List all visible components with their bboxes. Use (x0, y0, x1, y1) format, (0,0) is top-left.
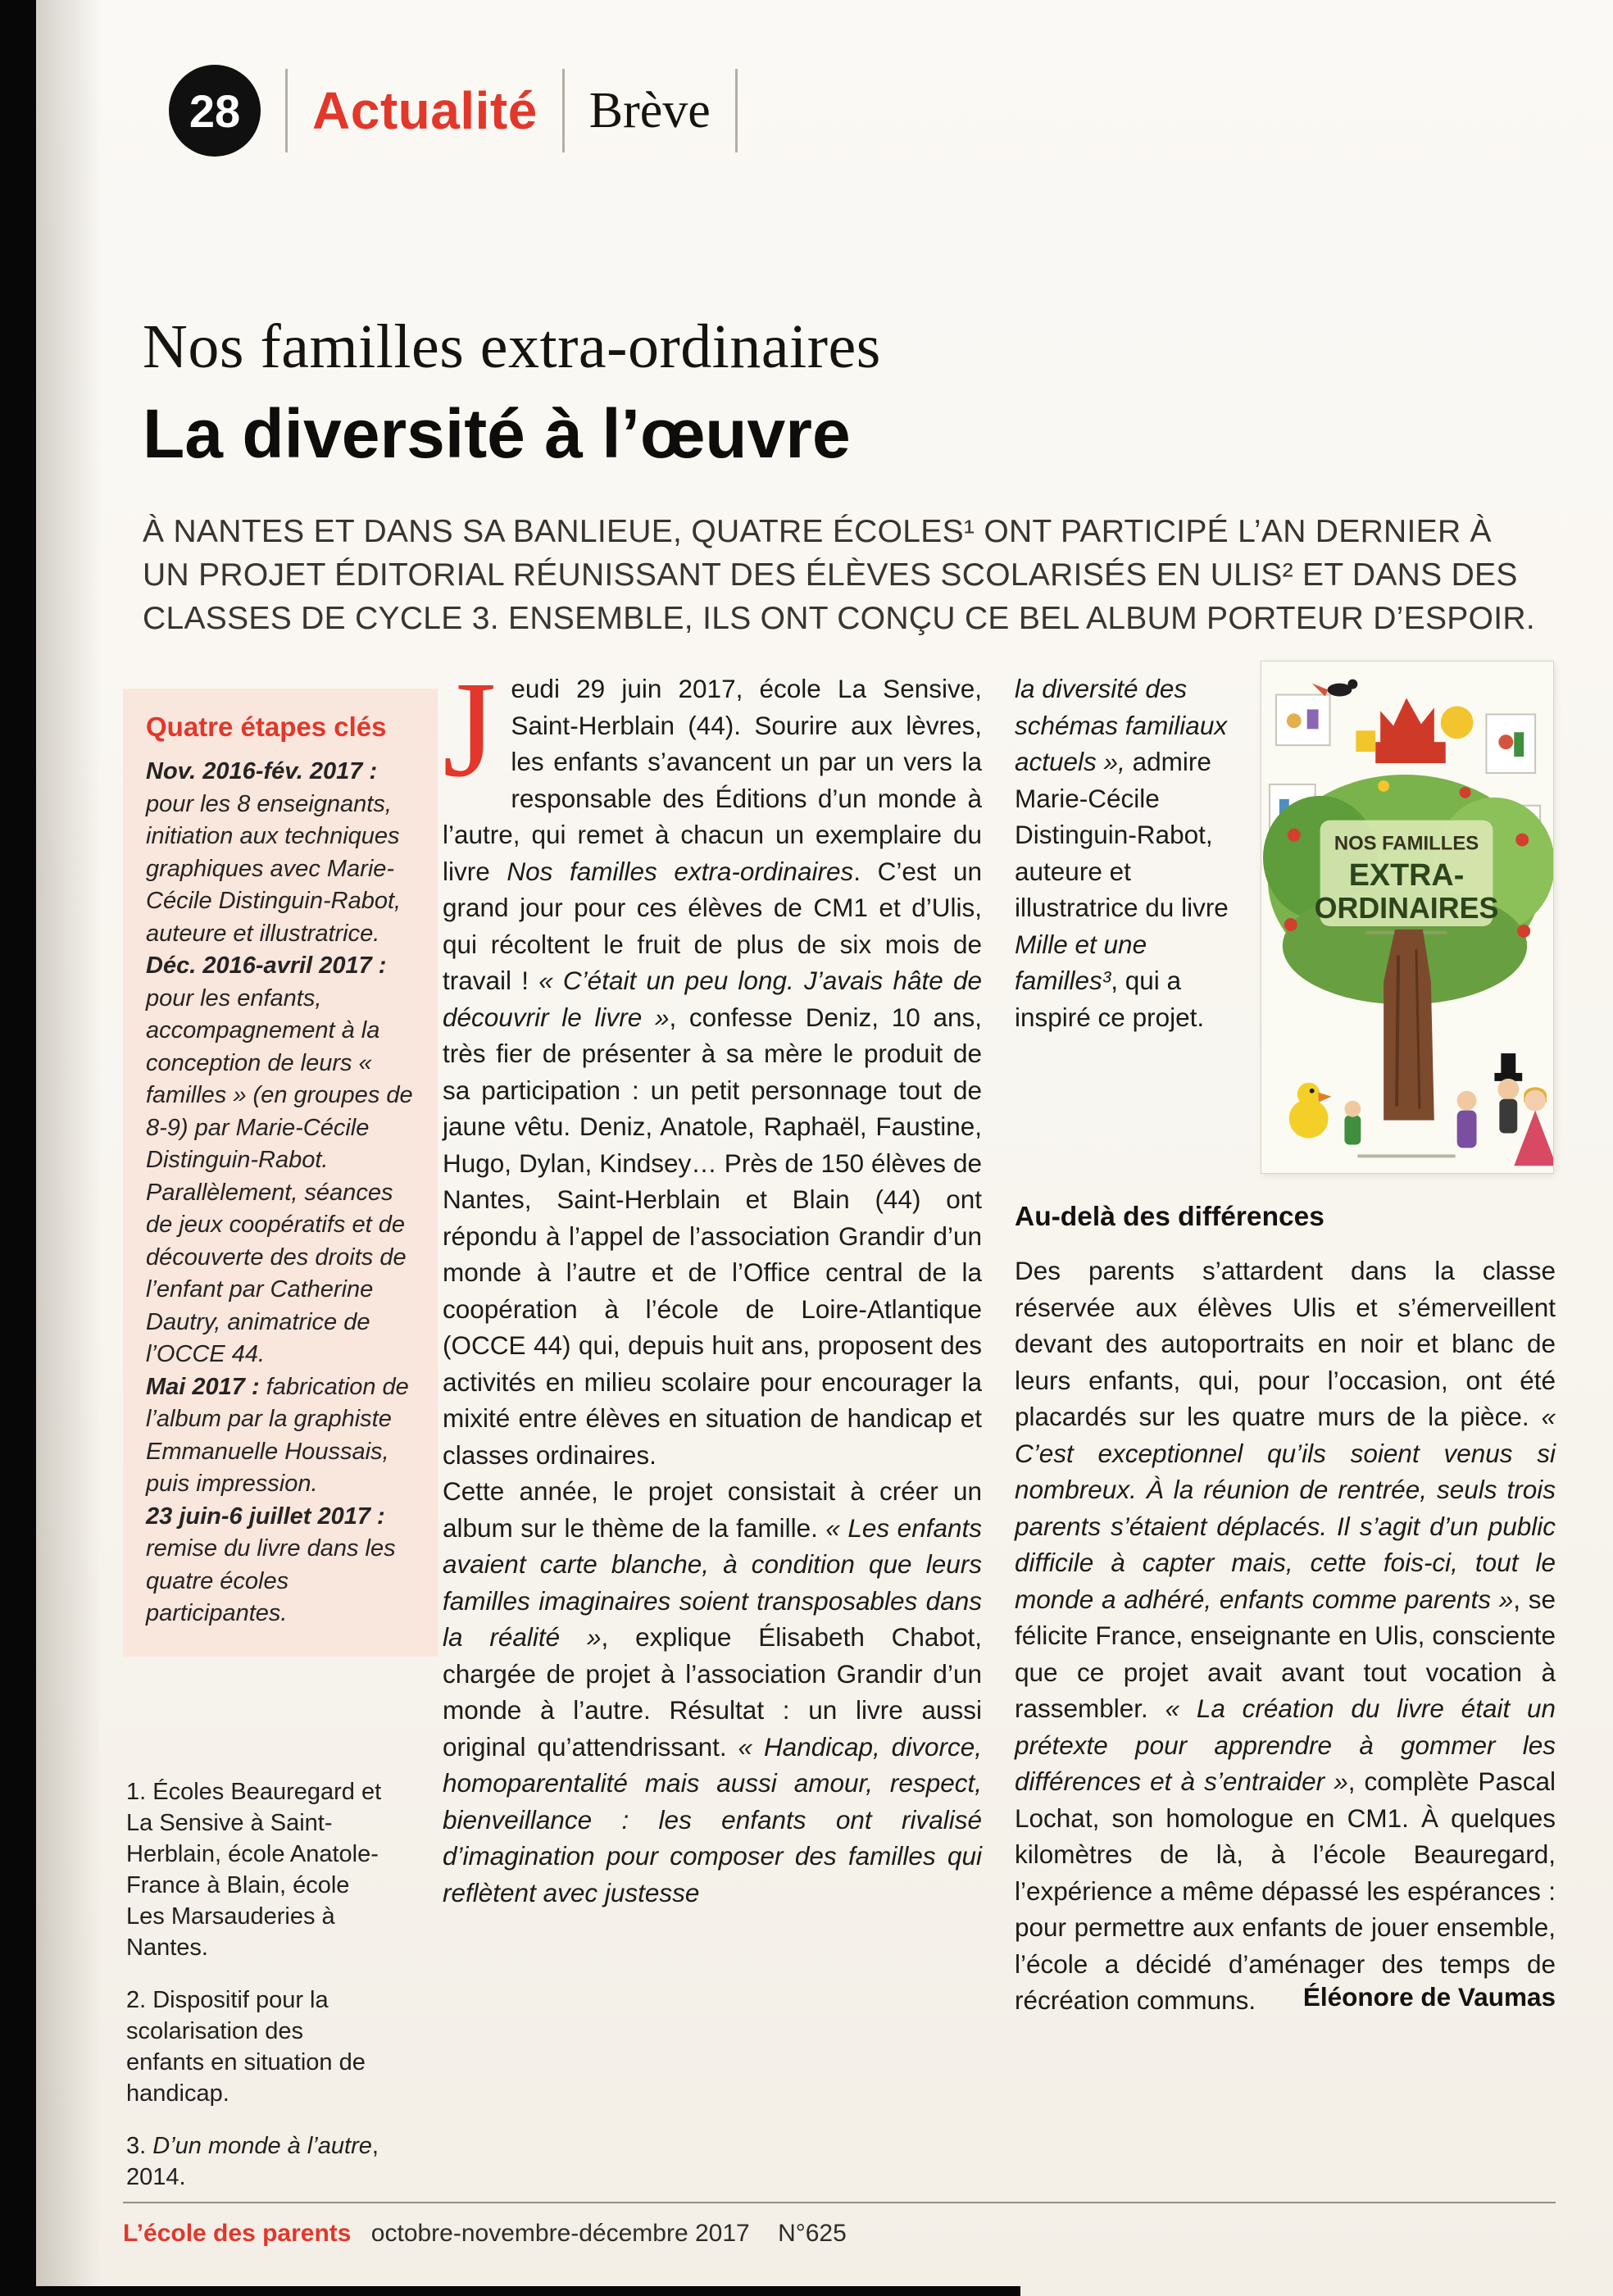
subheading: Au-delà des différences (1015, 1202, 1324, 1232)
scan-shadow (36, 0, 102, 2296)
key-steps-title: Quatre étapes clés (146, 712, 387, 742)
footnote-2: 2. Dispositif pour la scolarisation des enfants en situation de handicap. (126, 1986, 366, 2107)
article-paragraph-1 (443, 653, 983, 1473)
cover-title-line2: EXTRA- (1348, 858, 1465, 893)
footnotes (123, 1776, 387, 2193)
key-step-2: Déc. 2016-avril 2017 : pour les enfants, accompagnement à la conception de leurs « familles » (en groupes de 8-9) par Marie-Cécile Distinguin-Rabot. Parallèlement, séances de jeux coopératifs et de découverte des droits de l’enfant par Catherine Dautry, animatrice de l’OCCE 44. (146, 952, 413, 1367)
drop-cap: J (443, 653, 497, 806)
section-label: Actualité (312, 81, 538, 140)
cover-imprint-line (1357, 1154, 1455, 1157)
sidebar (123, 689, 438, 2214)
scan-edge-bottom (0, 2286, 1020, 2296)
page-number-badge: 28 (169, 65, 261, 157)
footer-issue-number: N°625 (778, 2220, 847, 2247)
footer-magazine-title: L’école des parents (123, 2220, 352, 2247)
book-cover-illustration (1261, 662, 1553, 1173)
header-divider (562, 69, 565, 152)
page-header (169, 64, 762, 157)
footnote-3: 3. D’un monde à l’autre, 2014. (126, 2132, 379, 2190)
cover-title-line1: NOS FAMILLES (1334, 832, 1479, 855)
byline: Éléonore de Vaumas (1302, 1982, 1556, 2012)
footnote-1: 1. Écoles Beauregard et La Sensive à Saint-Herblain, école Anatole-France à Blain, école Les Marsauderies à Nantes. (126, 1778, 382, 1961)
header-divider (735, 69, 738, 152)
tree-trunk (1384, 930, 1434, 1121)
paragraph-text: eudi 29 juin 2017, école La Sensive, Saint-Herblain (44). Sourire aux lèvres, les enfants s’avancent un par un vers la responsable des Éditions d’un monde à l’autre, qui remet à chacun un exemplaire du livre Nos familles extra-ordinaires. C’est un grand jour pour ces élèves de CM1 et d’Ulis, qui récoltent le fruit de plus de six mois de travail ! « C’était un peu long. J’avais hâte de découvrir le livre », confesse Deniz, 10 ans, très fier de présenter à sa mère le produit de sa participation : un petit personnage tout de jaune vêtu. Deniz, Anatole, Raphaël, Faustine, Hugo, Dylan, Kindsey… Près de 150 élèves de Nantes, Saint-Herblain et Blain (44) ont répondu à l’appel de l’association Grandir d’un monde à l’autre et de l’Office central de la coopération à l’école de Loire-Atlantique (OCCE 44) qui, depuis huit ans, proposent des activités en milieu scolaire pour encourager la mixité entre élèves en situation de handicap et classes ordinaires. (443, 674, 983, 1470)
book-cover (1261, 661, 1554, 1174)
key-step-4: 23 juin-6 juillet 2017 : remise du livre dans les quatre écoles participantes. (146, 1503, 396, 1626)
footer-issue-date: octobre-novembre-décembre 2017 (370, 2220, 750, 2247)
key-steps-box (123, 689, 438, 1657)
title-block (143, 311, 1541, 640)
cover-title-line3: ORDINAIRES (1314, 891, 1499, 925)
header-divider (285, 69, 288, 152)
article-kicker: Nos familles extra-ordinaires (143, 312, 881, 381)
key-step-3: Mai 2017 : fabrication de l’album par la graphiste Emmanuelle Houssais, puis impression. (146, 1373, 409, 1497)
article-standfirst: À NANTES ET DANS SA BANLIEUE, QUATRE ÉCOLES¹ ONT PARTICIPÉ L’AN DERNIER À UN PROJET ÉDITORIAL RÉUNISSANT DES ÉLÈVES SCOLARISÉS EN ULIS² ET DANS DES CLASSES DE CYCLE 3. ENSEMBLE, ILS ONT CONÇU CE BEL ALBUM PORTEUR D’ESPOIR. (143, 514, 1535, 636)
article-headline: La diversité à l’œuvre (143, 395, 851, 472)
key-step-1: Nov. 2016-fév. 2017 : pour les 8 enseignants, initiation aux techniques graphiques avec Marie-Cécile Distinguin-Rabot, auteure et illustratrice. (146, 758, 402, 947)
article-column-middle (443, 653, 983, 1911)
cover-title (1315, 821, 1499, 934)
page-footer (123, 2202, 1556, 2248)
article-paragraph-3: la diversité des schémas familiaux actuels », admire Marie-Cécile Distinguin-Rabot, auteure et illustratrice du livre Mille et une familles³, qui a inspiré ce projet. (1015, 674, 1229, 1032)
scan-edge-left (0, 0, 36, 2296)
article-paragraph-4: Des parents s’attardent dans la classe réservée aux élèves Ulis et s’émerveillent devant des autoportraits en noir et blanc de leurs enfants, qui, pour l’occasion, ont été placardés sur les quatre murs de la pièce. « C’est exceptionnel qu’ils soient venus si nombreux. À la réunion de rentrée, seuls trois parents s’étaient déplacés. Il s’agit d’un public difficile à capter mais, cette fois-ci, tout le monde a adhéré, enfants comme parents », se félicite France, enseignante en Ulis, consciente que ce projet avait avant tout vocation à rassembler. « La création du livre était un prétexte pour apprendre à gommer les différences et à s’entraider », complète Pascal Lochat, son homologue en CM1. À quelques kilomètres de là, à l’école Beauregard, l’expérience a même dépassé les espérances : pour permettre aux enfants de jouer ensemble, l’école a décidé d’aménager des temps de récréation communs. (1015, 1256, 1556, 2015)
subsection-label: Brève (588, 82, 711, 139)
article-paragraph-2: Cette année, le projet consistait à créer un album sur le thème de la famille. « Les enfants avaient carte blanche, à condition que leurs familles imaginaires soient transposables dans la réalité », explique Élisabeth Chabot, chargée de projet à l’association Grandir d’un monde à l’autre. Résultat : un livre aussi original qu’attendrissant. « Handicap, divorce, homoparentalité mais aussi amour, respect, bienveillance : les enfants ont rivalisé d’imagination pour composer des familles qui reflètent avec justesse (443, 1476, 983, 1907)
